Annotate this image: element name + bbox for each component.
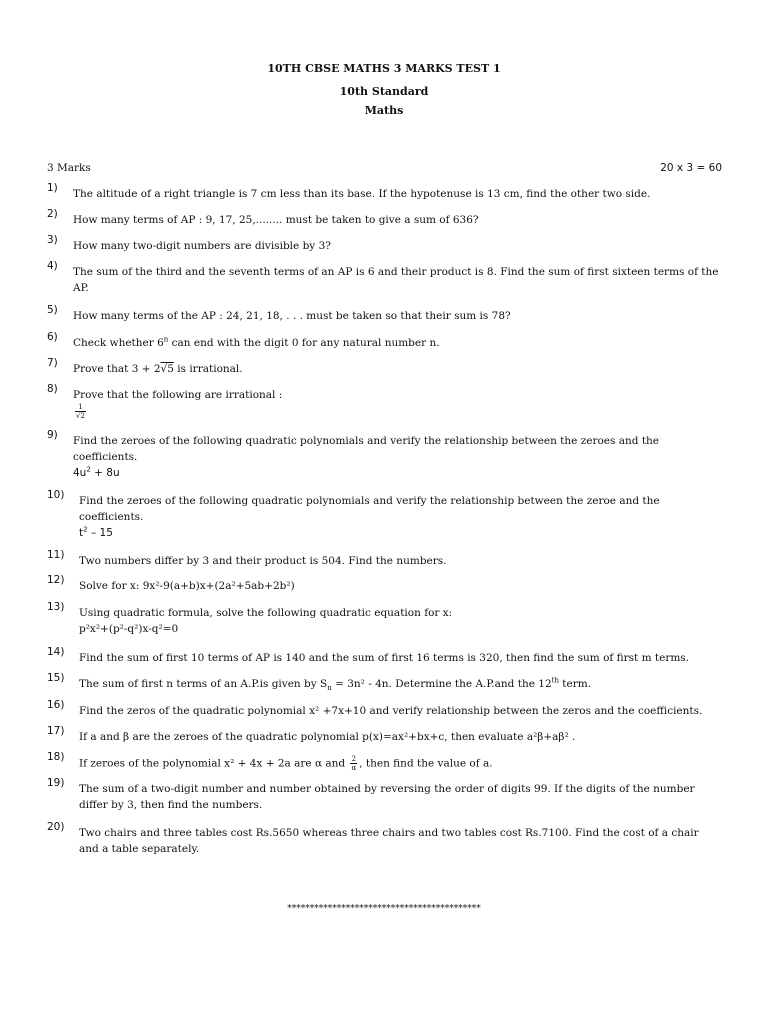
question-number: 11) [47, 549, 65, 561]
question-number: 1) [47, 182, 58, 194]
question-text: The sum of the third and the seventh terms of an AP is 6 and their product is 8. Find the sum of first sixteen terms of the AP. [73, 266, 719, 294]
question-number: 14) [47, 646, 65, 658]
question-text: Two chairs and three tables cost Rs.5650 whereas three chairs and two tables cost Rs.7100. Find the cost of a chair and a table separately. [79, 827, 699, 855]
question-text: If a and β are the zeroes of the quadratic polynomial p(x)=ax²+bx+c, then evaluate a²β+aβ² . [79, 731, 576, 743]
question-text: Find the zeroes of the following quadratic polynomials and verify the relationship between the zeroe and the coefficients. $t^2 - 15$ [79, 495, 660, 539]
fraction: $\frac{2}{\alpha}$ [351, 755, 357, 772]
question-text: Two numbers differ by 3 and their product is 504. Find the numbers. [79, 555, 447, 567]
question-text: Using quadratic formula, solve the following quadratic equation for x: p²x²+(p²-q²)x-q²=0 [79, 607, 453, 635]
subject-label: Maths [364, 104, 404, 117]
question-number: 6) [47, 331, 58, 343]
question-number: 10) [47, 489, 65, 501]
question-number: 20) [47, 821, 65, 833]
question-text: Solve for x: 9x²-9(a+b)x+(2a²+5ab+2b²) [79, 580, 295, 592]
question-text: If zeroes of the polynomial x² + 4x + 2a are α and $\frac{2}{\alpha}$ , then find the value of a. [79, 755, 493, 772]
question-text: The sum of a two-digit number and number obtained by reversing the order of digits 99. If the digits of the number differ by 3, then find the numbers. [79, 783, 695, 811]
question-number: 17) [47, 725, 65, 737]
question-number: 19) [47, 777, 65, 789]
question-number: 3) [47, 234, 58, 246]
question-number: 8) [47, 383, 58, 395]
question-number: 18) [47, 751, 65, 763]
question-text: Find the zeroes of the following quadratic polynomials and verify the relationship between the zeroes and the coefficients. $4u^2 + 8u$ [73, 435, 660, 479]
question-text: How many two-digit numbers are divisible by 3? [73, 240, 331, 252]
question-text: How many terms of the AP : 24, 21, 18, . . . must be taken so that their sum is 78? [73, 310, 511, 322]
fraction: $\frac{1}{√2}$ [76, 403, 85, 420]
test-title: 10TH CBSE MATHS 3 MARKS TEST 1 [267, 62, 501, 75]
question-text: Prove that 3 + 2√5 is irrational. [73, 363, 243, 375]
question-text: The altitude of a right triangle is 7 cm less than its base. If the hypotenuse is 13 cm, find the other two side. [73, 188, 651, 200]
question-number: 13) [47, 601, 65, 613]
question-number: 12) [47, 574, 65, 586]
question-number: 15) [47, 672, 65, 684]
question-number: 4) [47, 260, 58, 272]
question-text: How many terms of AP : 9, 17, 25,........ must be taken to give a sum of 636? [73, 214, 479, 226]
question-number: 9) [47, 429, 58, 441]
question-text: Check whether 6$^n$ can end with the digit 0 for any natural number n. [73, 335, 440, 349]
footer-divider: ******************************************* [287, 904, 481, 914]
question-number: 16) [47, 699, 65, 711]
marks-label: 3 Marks [47, 162, 91, 174]
question-number: 5) [47, 304, 58, 316]
question-number: 2) [47, 208, 58, 220]
standard-label: 10th Standard [339, 85, 429, 98]
question-text: Find the sum of first 10 terms of AP is 140 and the sum of first 16 terms is 320, then find the sum of first m terms. [79, 652, 690, 664]
question-text: Prove that the following are irrational : $\frac{1}{√2}$ [73, 389, 283, 420]
question-number: 7) [47, 357, 58, 369]
question-text: Find the zeros of the quadratic polynomial x² +7x+10 and verify relationship between the zeros and the coefficients. [79, 705, 703, 717]
total-marks: 20 x 3 = 60 [660, 162, 722, 174]
question-text: The sum of first n terms of an A.P.is given by $S_n = 3n^2 - 4n$. Determine the A.P.and the 12th term. [79, 676, 592, 693]
